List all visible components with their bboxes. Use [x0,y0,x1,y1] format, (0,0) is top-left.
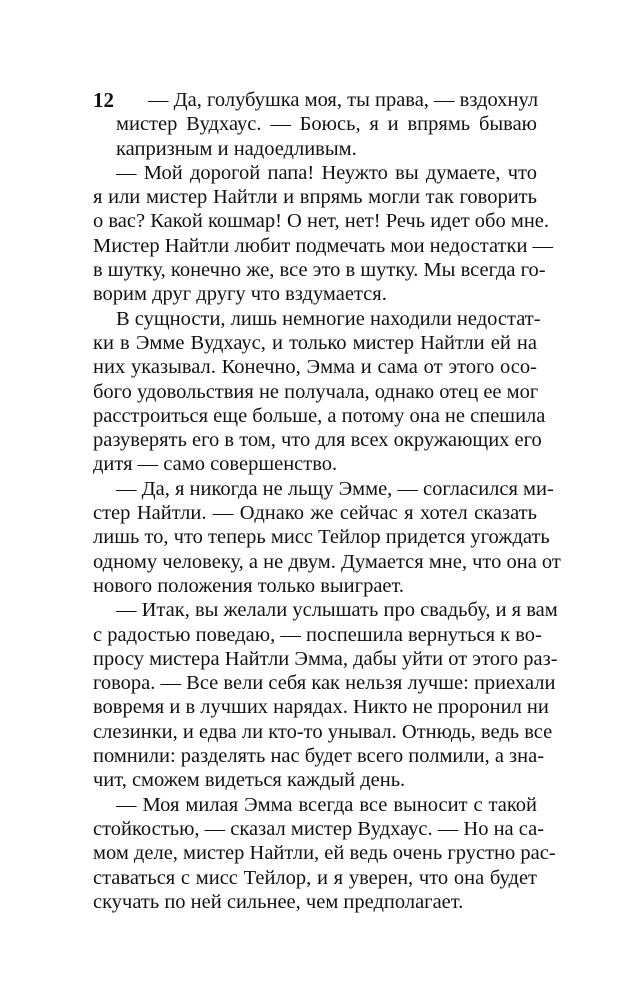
text-line: дитя — само совершенство. [93,453,338,476]
text-line: В сущности, лишь немногие находили недостат- [116,307,541,330]
text-line: мом деле, мистер Найтли, ей ведь очень грустно рас- [93,842,556,865]
text-line: разуверять его в том, что для всех окружающих его [93,429,542,452]
text-line: ки в Эмме Вудхаус, и только мистер Найтли ей на [93,331,537,354]
text-line: — Да, я никогда не льщу Эмме, — согласился ми- [116,477,554,500]
text-line: — Да, голубушка моя, ты права, — вздохнул [148,89,539,111]
text-line: чит, сможем видеться каждый день. [93,769,406,792]
text-line: слезинки, и едва ли кто-то унывал. Отнюдь, ведь все [93,720,553,743]
body-text [93,88,561,914]
text-line: расстроиться еще больше, а потому она не спешила [93,404,546,427]
text-line: бого удовольствия не получала, однако отец ее мог [93,380,539,403]
text-line: стойкостью, — сказал мистер Вудхаус. — Но на са- [93,817,545,840]
text-line: стер Найтли. — Однако же сейчас я хотел сказать [93,502,537,525]
text-line: — Моя милая Эмма всегда все выносит с такой [116,793,537,816]
text-line: в шутку, конечно же, все это в шутку. Мы всегда го- [93,259,546,282]
text-line: них указывал. Конечно, Эмма и сама от этого осо- [93,356,537,379]
text-line: капризным и надоедливым. [116,137,357,160]
text-line: нового положения только выиграет. [93,574,405,597]
text-line: Мистер Найтли любит подмечать мои недостатки — [93,234,554,257]
text-line: вовремя и в лучших нарядах. Никто не проронил ни [93,696,549,719]
text-line: мистер Вудхаус. — Боюсь, я и впрямь бываю [116,113,537,136]
text-line: скучать по ней сильнее, чем предполагает. [93,890,464,913]
text-line: просу мистера Найтли Эмма, дабы уйти от этого раз- [93,647,558,670]
text-line: я или мистер Найтли и впрямь могли так говорить [93,186,537,209]
text-line: ворим друг другу что вздумается. [93,283,387,306]
text-line: — Итак, вы желали услышать про свадьбу, и я вам [116,599,558,622]
text-line: о вас? Какой кошмар! О нет, нет! Речь идет обо мне. [93,210,550,233]
text-line: говора. — Все вели себя как нельзя лучше: приехали [93,672,556,695]
text-line: лишь то, что теперь мисс Тейлор придется угождать [93,526,550,549]
text-line: ставаться с мисс Тейлор, и я уверен, что она будет [93,866,537,889]
page-number: 12 [93,88,114,112]
text-line: одному человеку, а не двум. Думается мне, что она от [93,550,561,573]
text-line: — Мой дорогой папа! Неужто вы думаете, что [116,161,537,184]
text-line: помнили: разделять нас будет всего полмили, а зна- [93,745,545,768]
text-line: с радостью поведаю, — поспешила вернуться к во- [93,623,542,646]
